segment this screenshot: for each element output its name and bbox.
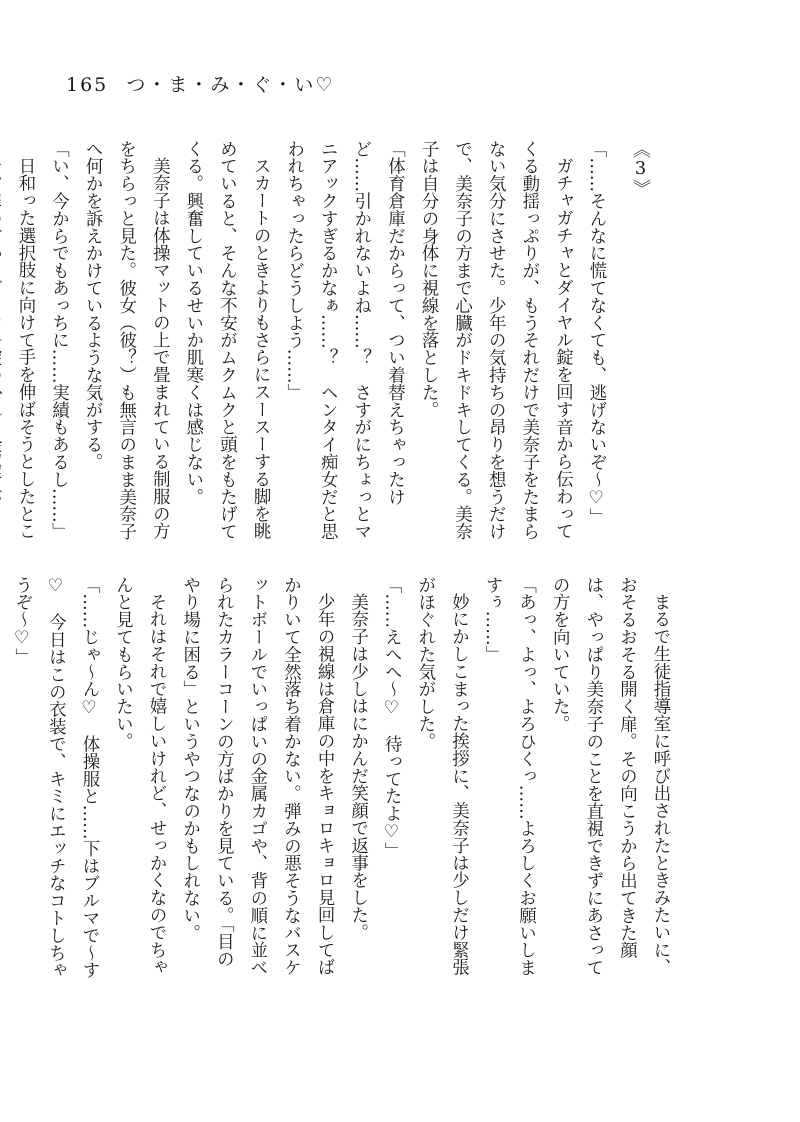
running-head (66, 70, 334, 97)
paragraph: それはそれで嬉しいけれど、せっかくなのでちゃんと見てもらいたい。 (112, 576, 167, 977)
paragraph: スカートのときよりもさらにスースーする脚を眺めていると、そんな不安がムクムクと頭をもたげてくる。興奮しているせいか肌寒くは感じない。 (182, 140, 271, 541)
paragraph: 「い、今からでもあっちに……実績もあるし……」 (48, 140, 69, 541)
paragraph: 「……そんなに慌てなくても、逃げないぞ～♡」 (586, 140, 606, 526)
lower-text-block (11, 576, 676, 981)
paragraph: 「……じゃ～ん♡ 体操服と……下はブルマで～す♡ 今日はこの衣装で、キミにエッチなコトしちゃうぞ～♡」 (11, 576, 99, 979)
paragraph: 美奈子は体操マットの上で畳まれている制服の方をちらっと見た。彼女（彼？）も無言のまま美奈子へ何かを訴えかけているような気がする。 (82, 140, 170, 541)
book-title: つ・ま・み・ぐ・い♡ (126, 74, 335, 96)
paragraph: 美奈子は少しはにかんだ笑顔で返事をした。 (347, 593, 368, 942)
page-number: 165 (66, 74, 109, 96)
paragraph: 日和った選択肢に向けて手を伸ばそうとしたとこ (14, 157, 35, 541)
paragraph: 「……えへへ～♡ 待ってたよ♡」 (381, 576, 402, 860)
paragraph: 少年の視線は倉庫の中をキョロキョロ見回してばかりいて全然落ち着かない。弾みの悪そうなバスケットボールでいっぱいの金属カゴや、背の順に並べられたカラーコーンの方ばかりを見ている。「目のやり場に困る」というやつなのかもしれない。 (179, 576, 335, 977)
paragraph (0, 576, 4, 981)
upper-text-block (14, 140, 612, 545)
paragraph: まるで生徒指導室に呼び出されたときみたいに、おそるおそる開く扉。その向こうから出てきた顔は、やっぱり美奈子のことを直視できずにあさっての方を向いていた。 (549, 576, 670, 977)
paragraph: 「あっ、よっ、よろひくっ……よろしくお願いしますぅ……」 (482, 576, 536, 977)
paragraph: 「体育倉庫だからって、つい着替えちゃったけど……引かれないよね……？ さすがにちょっとマニアックすぎるかなぁ……？ ヘンタイ痴女だと思われちゃったらどうしよう……」 (283, 140, 405, 541)
section-number: 《3》 (630, 140, 651, 197)
paragraph: 妙にかしこまった挨拶に、美奈子は少しだけ緊張がほぐれた気がした。 (414, 576, 469, 977)
paragraph: ガチャガチャとダイヤル錠を回す音から伝わってくる動揺っぷりが、もうそれだけで美奈子をたまらない気分にさせた。少年の気持ちの昂りを想うだけで、美奈子の方まで心臓がドキドキしてくる。美奈子は自分の身体に視線を落とした。 (418, 140, 573, 541)
